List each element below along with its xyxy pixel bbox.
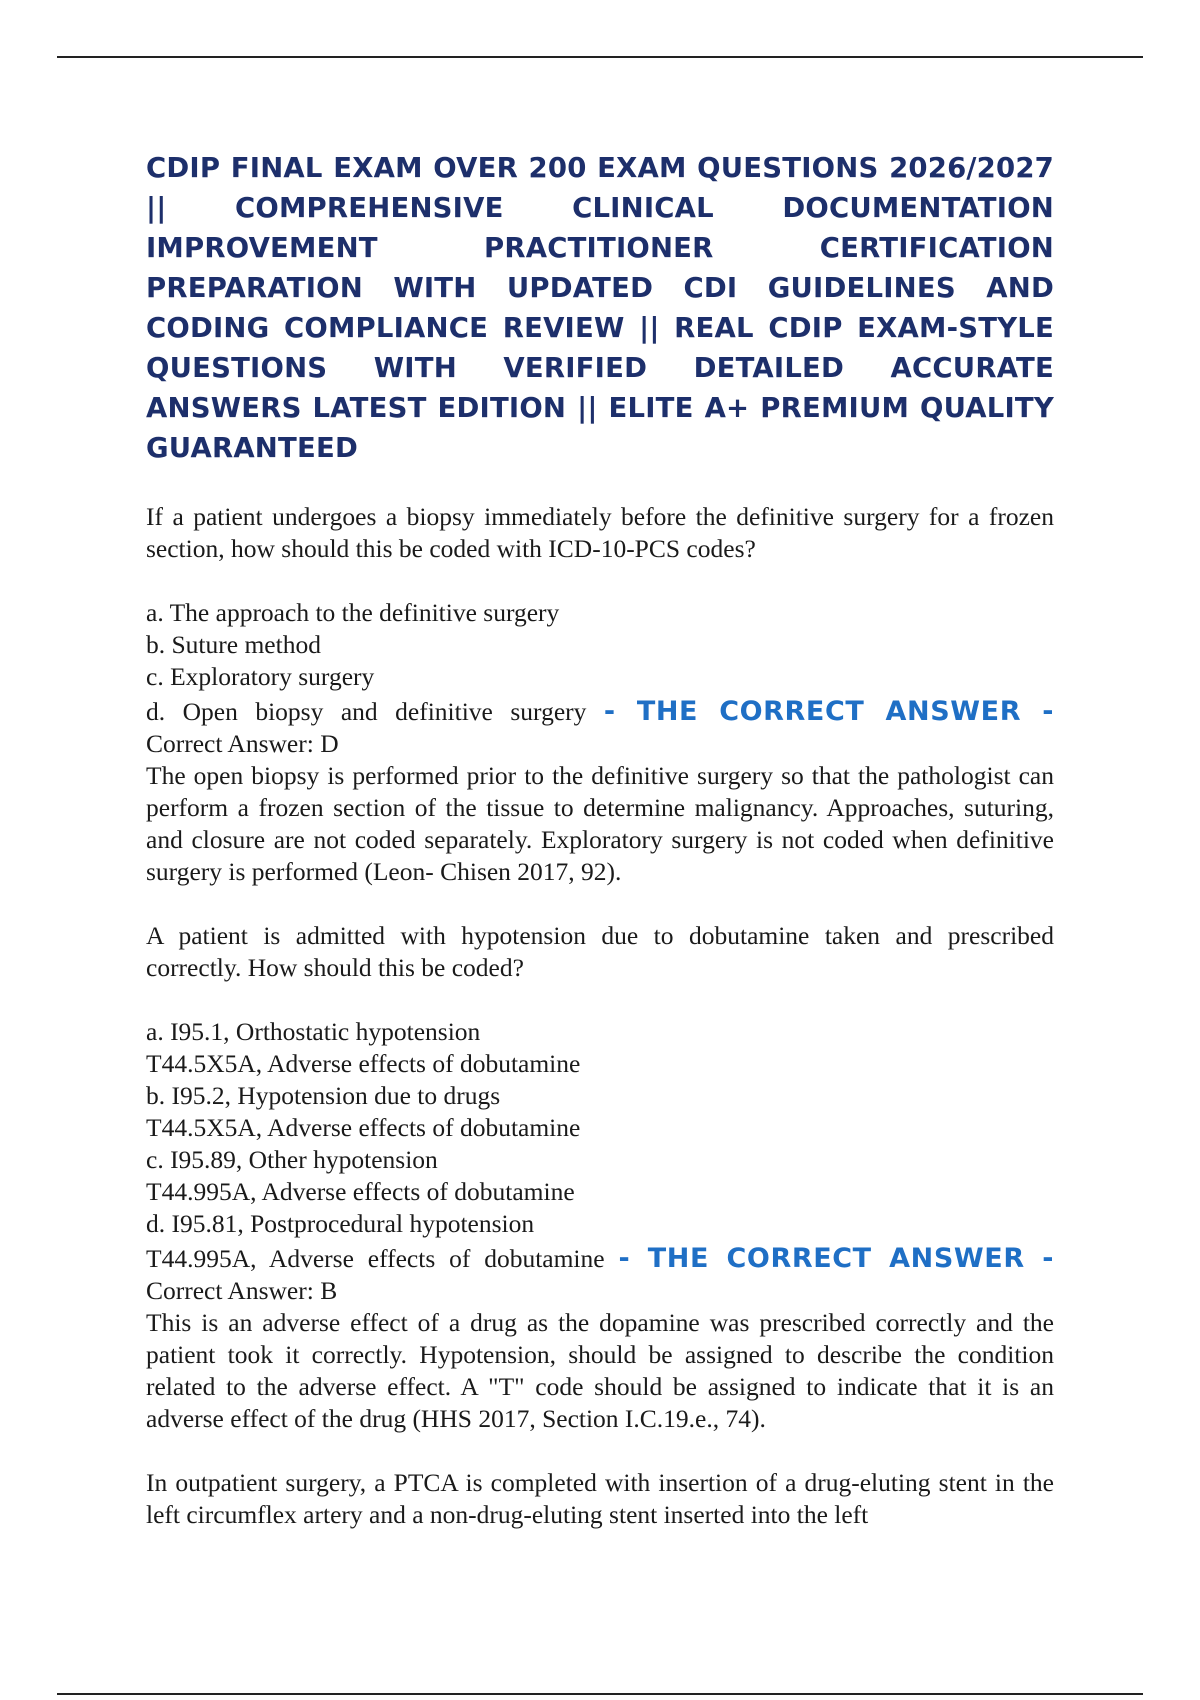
bottom-rule (57, 1693, 1143, 1695)
correct-answer-line: Correct Answer: D (146, 729, 339, 758)
document-content (146, 148, 1054, 1563)
answer-option: b. I95.2, Hypotension due to drugs (146, 1081, 501, 1110)
question-text: A patient is admitted with hypotension due to dobutamine taken and prescribed correctly. How should this be coded? (146, 921, 1054, 982)
question-text: If a patient undergoes a biopsy immediately before the definitive surgery for a frozen section, how should this be coded with ICD-10-PCS codes? (146, 502, 1054, 563)
answer-option: d. Open biopsy and definitive surgery (146, 697, 587, 726)
answer-option: T44.5X5A, Adverse effects of dobutamine (146, 1049, 581, 1078)
question-block-1 (146, 501, 1054, 888)
correct-answer-tag: - THE CORRECT ANSWER - (603, 696, 1055, 727)
question-text: In outpatient surgery, a PTCA is completed with insertion of a drug-eluting stent in the left circumflex artery and a non-drug-eluting stent inserted into the left (146, 1468, 1054, 1529)
correct-answer-line: Correct Answer: B (146, 1276, 338, 1305)
question-block-3 (146, 1467, 1054, 1531)
answer-explanation: This is an adverse effect of a drug as the dopamine was prescribed correctly and the patient took it correctly. Hypotension, should be assigned to describe the condition related to the adverse effect. A "T" code should be assigned to indicate that it is an adverse effect of the drug (HHS 2017, Section I.C.19.e., 74). (146, 1308, 1054, 1433)
answer-option: a. The approach to the definitive surgery (146, 598, 560, 627)
answer-option: T44.995A, Adverse effects of dobutamine (146, 1177, 575, 1206)
top-rule (57, 56, 1143, 58)
answer-option: c. I95.89, Other hypotension (146, 1145, 438, 1174)
answer-option-with-tag (146, 696, 1054, 728)
correct-answer-tag: - THE CORRECT ANSWER - (618, 1243, 1055, 1274)
answer-option: b. Suture method (146, 630, 321, 659)
answer-option-with-tag (146, 1243, 1054, 1275)
answer-option: a. I95.1, Orthostatic hypotension (146, 1017, 481, 1046)
answer-option: d. I95.81, Postprocedural hypotension (146, 1209, 535, 1238)
answer-option: T44.995A, Adverse effects of dobutamine (146, 1244, 605, 1273)
question-block-2 (146, 920, 1054, 1435)
answer-option: c. Exploratory surgery (146, 662, 375, 691)
answer-option: T44.5X5A, Adverse effects of dobutamine (146, 1113, 581, 1142)
document-title: CDIP FINAL EXAM OVER 200 EXAM QUESTIONS 2026/2027 || COMPREHENSIVE CLINICAL DOCUMENTATION IMPROVEMENT PRACTITIONER CERTIFICATION PREPARATION WITH UPDATED CDI GUIDELINES AND CODING COMPLIANCE REVIEW || REAL CDIP EXAM-STYLE QUESTIONS WITH VERIFIED DETAILED ACCURATE ANSWERS LATEST EDITION || ELITE A+ PREMIUM QUALITY GUARANTEED (146, 152, 1054, 464)
answer-explanation: The open biopsy is performed prior to the definitive surgery so that the pathologist can perform a frozen section of the tissue to determine malignancy. Approaches, suturing, and closure are not coded separately. Exploratory surgery is not coded when definitive surgery is performed (Leon- Chisen 2017, 92). (146, 761, 1054, 886)
